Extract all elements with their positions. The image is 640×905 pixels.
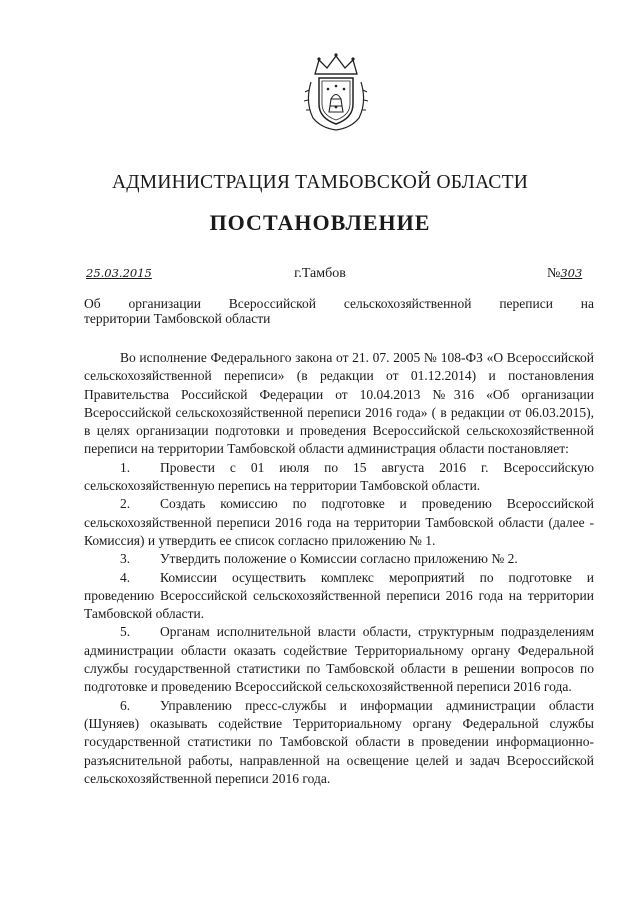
resolution-item: [84, 550, 594, 568]
item-text: Органам исполнительной власти области, структурным подразделениям администрации области оказать содействие Территориальному органу Федеральной службы государственной статистики по Тамбовской области в решении вопросов по подготовке и проведению Всероссийской сельскохозяйственной переписи 2016 года.: [84, 624, 594, 695]
item-text: Создать комиссию по подготовке и проведению Всероссийской сельскохозяйственной переписи 2016 года на территории Тамбовской области (далее - Комиссия) и утвердить ее список согласно приложению № 1.: [84, 496, 594, 548]
item-number: 1.: [120, 459, 131, 475]
item-number: 3.: [120, 551, 131, 567]
resolution-item: [84, 623, 594, 696]
item-number: 4.: [120, 569, 131, 585]
item-number: 6.: [120, 697, 131, 713]
item-text: Комиссии осуществить комплекс мероприятий по подготовке и проведению Всероссийской сельскохозяйственной переписи 2016 года на территории Тамбовской области.: [84, 569, 594, 622]
number-value: 303: [560, 266, 583, 280]
document-city: г.Тамбов: [294, 266, 346, 281]
item-text: Управлению пресс-службы и информации администрации области (Шуняев) оказывать содействие Территориальному органу Федеральной службы государственной статистики по Тамбовской области в проведении информационно-разъяснительной работы, направленной на освещение целей и задач Всероссийской сельскохозяйственной переписи 2016 года.: [84, 697, 594, 786]
document-type-title: ПОСТАНОВЛЕНИЕ: [209, 210, 431, 235]
item-text: Утвердить положение о Комиссии согласно приложению № 2.: [160, 551, 518, 567]
document-date: 25.03.2015: [86, 266, 152, 280]
subject-line-1: Об организации Всероссийской сельскохозяйственной переписи на: [84, 296, 594, 311]
item-number: 5.: [120, 624, 131, 640]
resolution-item: [84, 569, 594, 624]
item-number: 2.: [120, 496, 131, 512]
subject-line-2: территории Тамбовской области: [84, 311, 271, 326]
document-subject: [84, 296, 594, 326]
item-text: Провести с 01 июля по 15 августа 2016 г. Всероссийскую сельскохозяйственную перепись на территории Тамбовской области.: [84, 459, 594, 494]
number-prefix: №: [547, 266, 561, 281]
resolution-item: [84, 495, 594, 550]
resolution-item: [84, 697, 594, 788]
organization-title: АДМИНИСТРАЦИЯ ТАМБОВСКОЙ ОБЛАСТИ: [112, 172, 528, 193]
resolution-item: [84, 459, 594, 496]
document-body: [84, 349, 594, 788]
document-number: [547, 266, 582, 282]
preamble-paragraph: Во исполнение Федерального закона от 21. 07. 2005 № 108-ФЗ «О Всероссийской сельскохозяйственной переписи» (в редакции от 01.12.2014) и постановления Правительства Российской Федерации от 10.04.2013 №316 «Об организации Всероссийской сельскохозяйственной переписи 2016 года» ( в редакции от 06.03.2015), в целях организации подготовки и проведения Всероссийской сельскохозяйственной переписи на территории Тамбовской области администрация области постановляет:: [84, 350, 594, 457]
tambov-coat-of-arms-icon: [303, 52, 369, 132]
